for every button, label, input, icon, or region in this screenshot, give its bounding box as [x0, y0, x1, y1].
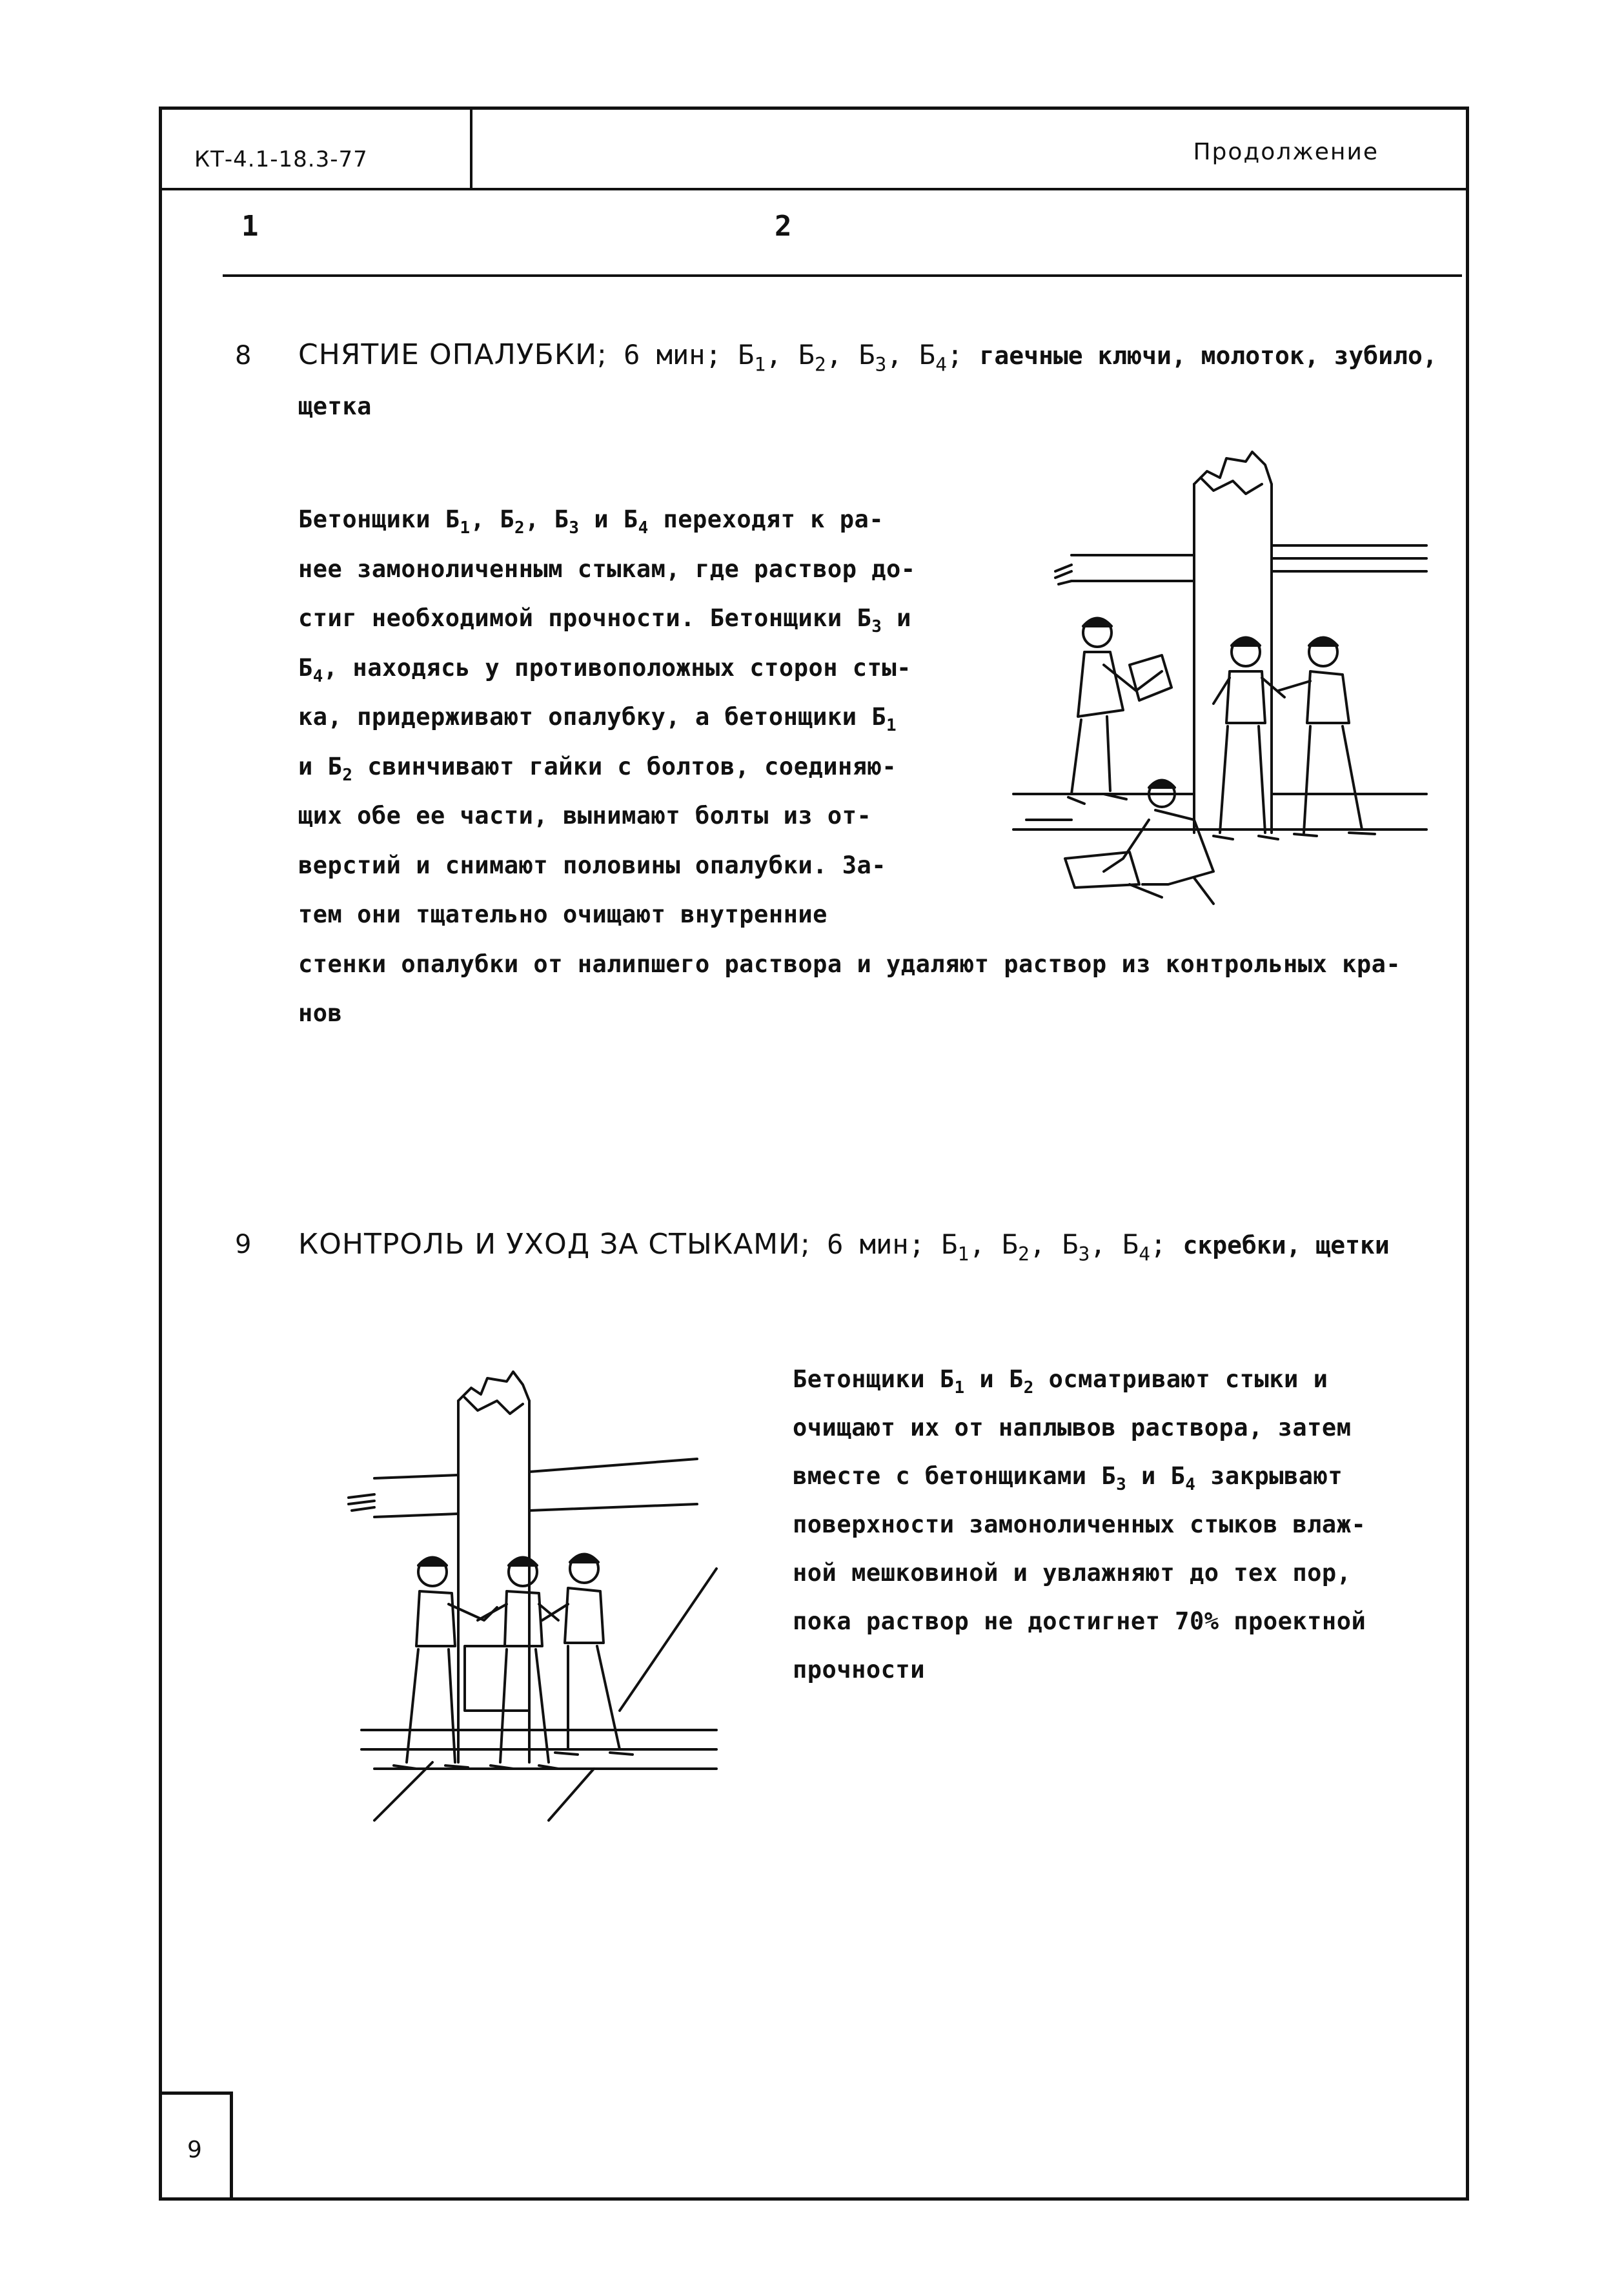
step-8-description-line: верстий и снимают половины опалубки. За- — [298, 851, 887, 879]
step-8-tools: гаечные ключи, молоток, зубило, — [979, 341, 1437, 370]
step-8-description-line: стенки опалубки от налипшего раствора и удаляют раствор из контрольных кра- — [298, 950, 1401, 978]
page-frame — [159, 107, 1469, 2201]
step-9-workers: $Б_1$, $Б_2$, $Б_3$, $Б_4$; — [941, 1228, 1167, 1265]
step-8-title-caps: СНЯТИЕ ОПАЛУБКИ; — [298, 338, 607, 371]
step-9-tools: скребки, щетки — [1182, 1231, 1390, 1259]
step-8-description-line: нее замоноличенным стыкам, где раствор до- — [298, 555, 916, 583]
step-8-description-line: тем они тщательно очищают внутренние — [298, 901, 827, 928]
step-9-duration: 6 мин; — [827, 1228, 925, 1260]
step-8-description-line: нов — [298, 999, 343, 1027]
step-9-title-caps: КОНТРОЛЬ И УХОД ЗА СТЫКАМИ; — [298, 1228, 811, 1261]
step-8-description-line: ка, придерживают опалубку, а бетонщики $Б_1$ — [298, 703, 897, 736]
illustration-joint-care — [336, 1349, 736, 1840]
column-number-1: 1 — [241, 210, 259, 243]
step-8-workers: $Б_1$, $Б_2$, $Б_3$, $Б_4$; — [738, 339, 964, 376]
step-9-description-line: Бетонщики $Б_1$ и $Б_2$ осматривают стыки и — [793, 1365, 1328, 1398]
step-9-description-line: поверхности замоноличенных стыков влаж- — [793, 1511, 1366, 1538]
step-9-title — [298, 1225, 1390, 1265]
step-8-description-line: и $Б_2$ свинчивают гайки с болтов, соединяю- — [298, 752, 897, 785]
step-9-number: 9 — [235, 1230, 252, 1259]
header-row — [159, 107, 1469, 190]
document-code-cell — [159, 107, 472, 188]
step-8-description-line: Бетонщики $Б_1$, $Б_2$, $Б_3$ и $Б_4$ переходят к ра- — [298, 505, 884, 538]
continuation-label: Продолжение — [1193, 139, 1379, 165]
column-header-rule — [223, 274, 1462, 277]
step-8-description-line: стиг необходимой прочности. Бетонщики $Б_3$ и — [298, 604, 911, 637]
step-8-title — [298, 336, 1437, 375]
column-number-2: 2 — [775, 210, 792, 243]
step-9-description-line: прочности — [793, 1656, 925, 1684]
document-code: КТ-4.1-18.3-77 — [194, 147, 368, 172]
step-9-description-line: пока раствор не достигнет 70% проектной — [793, 1607, 1366, 1635]
step-8-number: 8 — [235, 341, 252, 371]
step-8-description-line: $Б_4$, находясь у противоположных сторон сты- — [298, 653, 911, 686]
step-9-description-line: очищают их от наплывов раствора, затем — [793, 1414, 1352, 1441]
page-number: 9 — [187, 2137, 202, 2163]
illustration-formwork-removal — [1000, 433, 1452, 936]
step-8-tools-continued: щетка — [298, 392, 372, 420]
step-9-description-line: вместе с бетонщиками $Б_3$ и $Б_4$ закрывают — [793, 1462, 1343, 1495]
step-8-duration: 6 мин; — [624, 339, 722, 371]
step-9-description-line: ной мешковиной и увлажняют до тех пор, — [793, 1559, 1352, 1587]
step-8-description-line: щих обе ее части, вынимают болты из от- — [298, 802, 872, 830]
